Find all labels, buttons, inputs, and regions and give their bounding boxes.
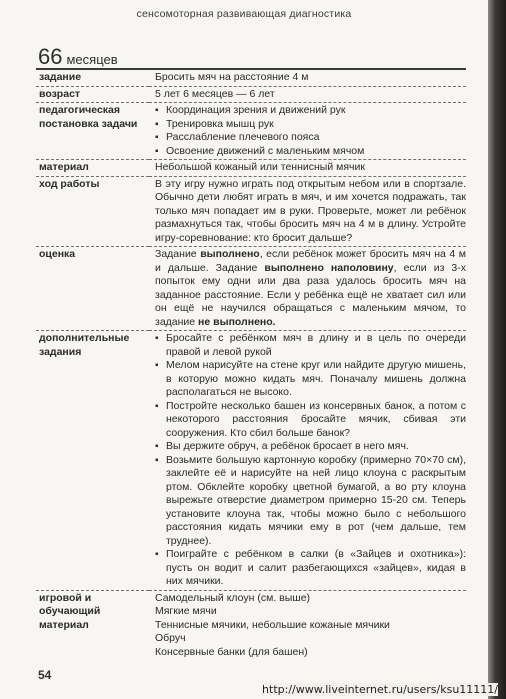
- evaluation-part: , если ребёнок может бросить мяч на 4 м и дальше. Задание: [155, 248, 466, 274]
- age-title: [38, 44, 118, 70]
- book-spine: [488, 0, 506, 699]
- label-task: задание: [36, 70, 149, 86]
- label-procedure: ход работы: [36, 176, 149, 247]
- list-item: ▪ Освоение движений с маленьким мячом: [155, 145, 466, 159]
- label-play-material: игровой и обучающий материал: [39, 591, 101, 631]
- row-age: [36, 86, 466, 103]
- list-item: ▪ Расслабление плечевого пояса: [155, 131, 466, 145]
- list-item: ▪ Возьмите большую картонную коробку (примерно 70×70 см), заклейте её и нарисуйте на ней лицо клоуна с раскрытым ртом. Обклейте коробку цветной бумагой, а во рту клоуна вырежьте отверстие диаметром примерно 15-20 см. Теперь установите клоуна так, чтобы можно было с небольшого расстояния кидать мячики ему в рот (чем дальше, тем труднее).: [155, 454, 466, 549]
- label-goals: педагогическая постановка задачи: [36, 103, 149, 160]
- list-item: ▪ Постройте несколько башен из консервных банок, а потом с некоторого расстояния бросайте мячик, сбивая эти сооружения. Кто сбил больше банок?: [155, 400, 466, 441]
- list-item: ▪ Координация зрения и движений рук: [155, 104, 466, 118]
- age-unit: месяцев: [66, 52, 118, 67]
- content-procedure: В эту игру нужно играть под открытым небом или в спортзале. Обычно дети любят играть в мяч, и им хочется подражать, так только мяч попадает им в руки. Проверьте, может ли ребёнок размахнуться так, чтобы бросить мяч на 4 м в длину. Устройте игру-соревнование: кто бросит дальше?: [149, 176, 466, 247]
- row-goals: [36, 103, 466, 160]
- label-material: материал: [36, 160, 149, 177]
- material-line: Самодельный клоун (см. выше): [155, 591, 311, 604]
- content-material: Небольшой кожаный или теннисный мячик: [149, 160, 466, 177]
- content-age: 5 лет 6 месяцев — 6 лет: [149, 86, 466, 103]
- evaluation-part-bold: выполнено: [200, 248, 260, 260]
- label-extra-tasks: дополнительные задания: [36, 331, 149, 591]
- label-age: возраст: [36, 86, 149, 103]
- list-item: ▪ Тренировка мышц рук: [155, 118, 466, 132]
- evaluation-part: , если из 3-х попыток ему одни или два раза удалось бросить мяч на заданное расстояние. Если у ребёнка ещё не хватает сил или он ещё не научился обращаться с маленьким мячом, то задание: [155, 261, 466, 328]
- content-goals: [149, 103, 466, 160]
- row-extra-tasks: [36, 331, 466, 591]
- watermark-url: http://www.liveinternet.ru/users/ksu11111/: [262, 683, 498, 696]
- task-table: [36, 70, 466, 660]
- age-number: 66: [38, 44, 63, 69]
- material-line: Консервные банки (для башен): [155, 645, 308, 658]
- material-line: Мягкие мячи: [155, 605, 217, 617]
- row-material: [36, 160, 466, 177]
- content-play-material: [149, 590, 466, 660]
- row-evaluation: [36, 247, 466, 331]
- list-item: ▪ Мелом нарисуйте на стене круг или найдите другую мишень, в которую можно кидать мяч. Поначалу мишень должна располагаться не высоко.: [155, 359, 466, 400]
- running-header: сенсомоторная развивающая диагностика: [136, 8, 352, 20]
- row-procedure: [36, 176, 466, 247]
- list-item: ▪ Поиграйте с ребёнком в салки (в «Зайцев и охотника»): пусть он водит и салит разбегающихся «зайцев», кидая в них мячики.: [155, 548, 466, 589]
- goals-list: [155, 104, 466, 158]
- content-extra-tasks: [149, 331, 466, 591]
- evaluation-part-bold: выполнено наполовину: [264, 261, 394, 274]
- label-evaluation: оценка: [36, 247, 149, 331]
- list-item: ▪ Бросайте с ребёнком мяч в длину и в цель по очереди правой и левой рукой: [155, 332, 466, 359]
- page-number: 54: [38, 668, 52, 682]
- content-evaluation: [149, 247, 466, 331]
- content-task: Бросить мяч на расстояние 4 м: [149, 70, 466, 86]
- list-item: ▪ Вы держите обруч, а ребёнок бросает в него мяч.: [155, 440, 466, 454]
- material-line: Обруч: [155, 632, 186, 644]
- evaluation-part: Задание: [155, 248, 201, 260]
- row-play-material: [36, 590, 466, 660]
- extra-tasks-list: [155, 332, 466, 589]
- row-task: [36, 70, 466, 86]
- evaluation-part-bold: не выполнено.: [198, 315, 276, 328]
- material-line: Теннисные мячики, небольшие кожаные мячики: [155, 618, 390, 631]
